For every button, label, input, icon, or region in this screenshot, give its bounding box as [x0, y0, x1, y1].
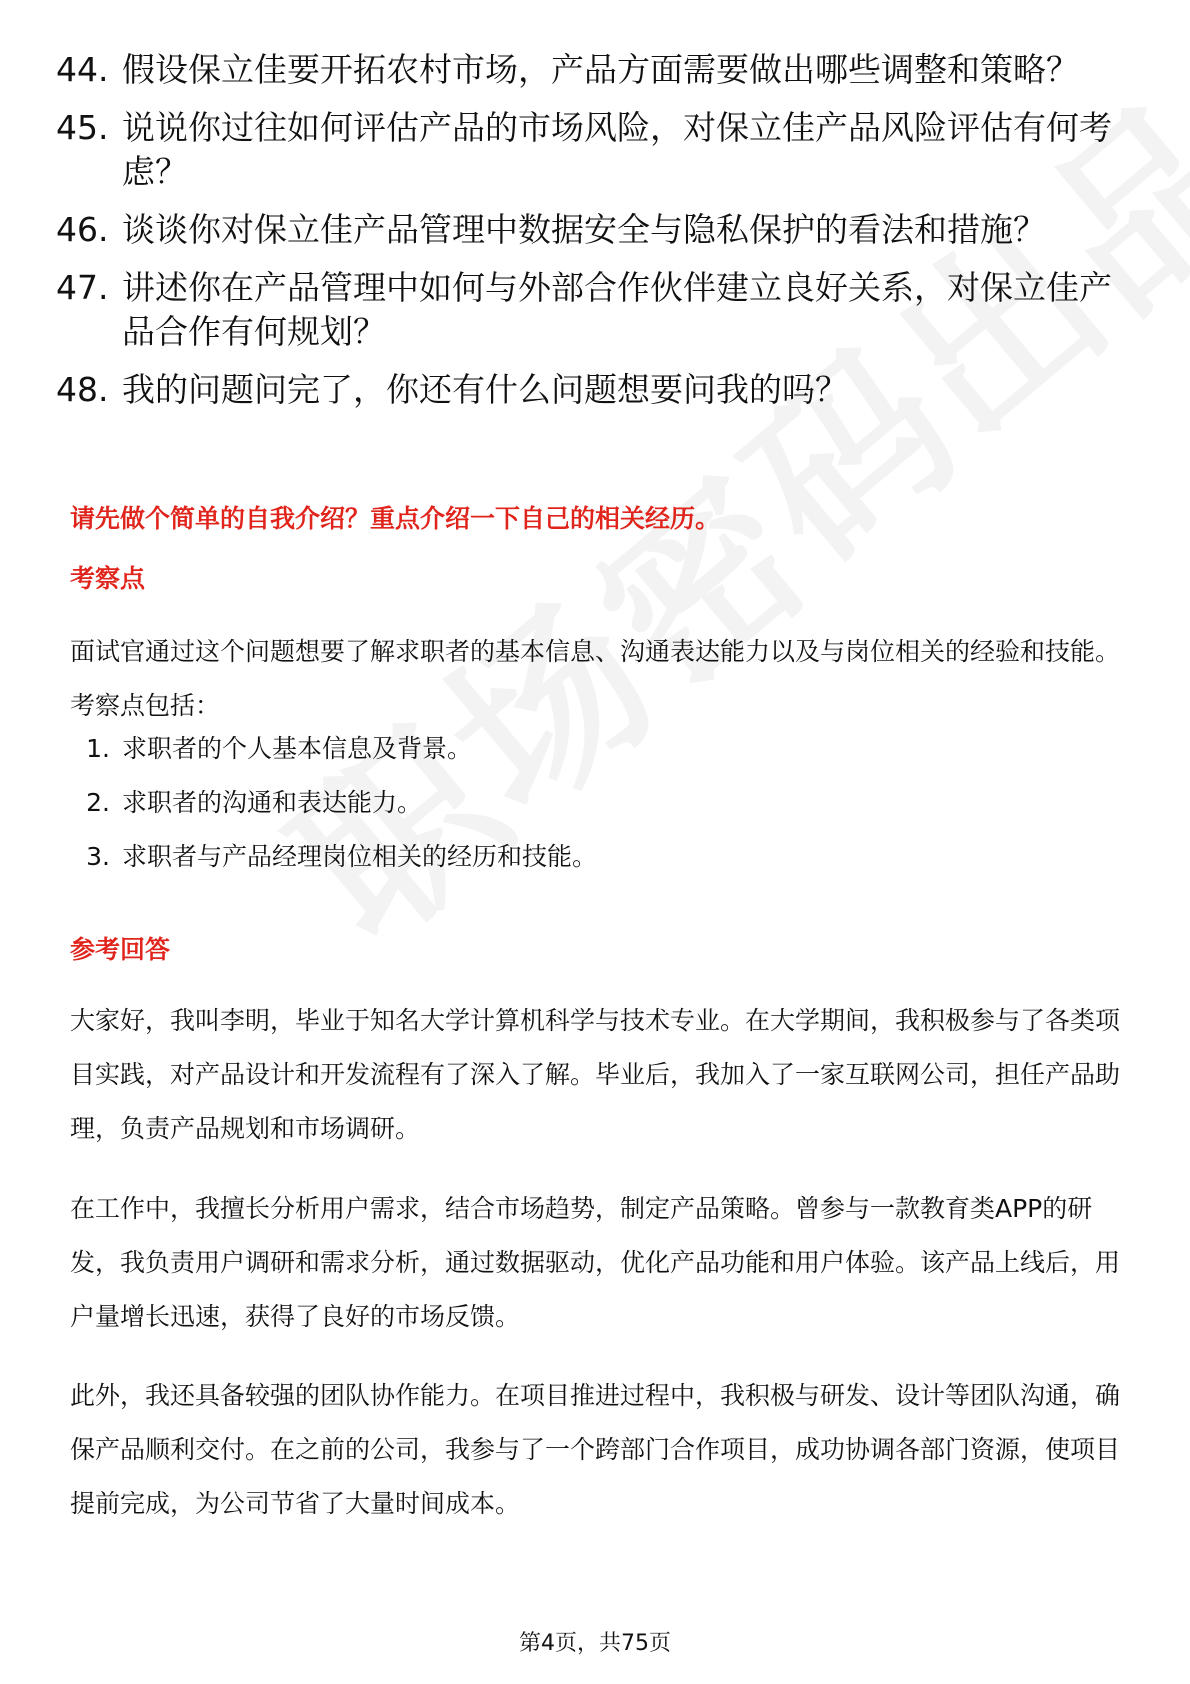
point-text: 求职者的沟通和表达能力。 — [122, 788, 423, 817]
question-text: 讲述你在产品管理中如何与外部合作伙伴建立良好关系，对保立佳产品合作有何规划？ — [122, 268, 1112, 351]
question-number: 48. — [56, 370, 109, 409]
question-item — [56, 48, 1126, 92]
point-number: 2. — [86, 788, 110, 817]
question-item — [56, 368, 1126, 412]
examine-point — [70, 776, 597, 830]
question-item — [56, 208, 1126, 252]
question-item — [56, 106, 1126, 194]
question-number: 45. — [56, 108, 109, 147]
point-text: 求职者与产品经理岗位相关的经历和技能。 — [122, 842, 598, 871]
answer-paragraph: 此外，我还具备较强的团队协作能力。在项目推进过程中，我积极与研发、设计等团队沟通，确保产品顺利交付。在之前的公司，我参与了一个跨部门合作项目，成功协调各部门资源，使项目提前完成，为公司节省了大量时间成本。 — [70, 1381, 1121, 1518]
examine-point — [70, 830, 597, 884]
question-title: 请先做个简单的自我介绍？重点介绍一下自己的相关经历。 — [70, 504, 721, 533]
answer-label: 参考回答 — [70, 935, 171, 964]
question-list — [56, 48, 1126, 426]
examine-label: 考察点 — [70, 564, 146, 593]
question-text: 假设保立佳要开拓农村市场，产品方面需要做出哪些调整和策略？ — [122, 50, 1079, 89]
question-item — [56, 266, 1126, 354]
question-text: 我的问题问完了，你还有什么问题想要问我的吗？ — [122, 370, 848, 409]
question-text: 说说你过往如何评估产品的市场风险，对保立佳产品风险评估有何考虑？ — [122, 108, 1112, 191]
question-text: 谈谈你对保立佳产品管理中数据安全与隐私保护的看法和措施？ — [122, 210, 1046, 249]
answer-paragraph: 大家好，我叫李明，毕业于知名大学计算机科学与技术专业。在大学期间，我积极参与了各类项目实践，对产品设计和开发流程有了深入了解。毕业后，我加入了一家互联网公司，担任产品助理，负责产品规划和市场调研。 — [70, 1006, 1121, 1143]
answer-paragraph: 在工作中，我擅长分析用户需求，结合市场趋势，制定产品策略。曾参与一款教育类APP的研发，我负责用户调研和需求分析，通过数据驱动，优化产品功能和用户体验。该产品上线后，用户量增长迅速，获得了良好的市场反馈。 — [70, 1194, 1121, 1331]
point-number: 3. — [86, 842, 110, 871]
point-number: 1. — [86, 734, 110, 763]
question-number: 46. — [56, 210, 109, 249]
point-text: 求职者的个人基本信息及背景。 — [122, 734, 473, 763]
page-footer: 第4页，共75页 — [519, 1631, 671, 1656]
examine-intro: 面试官通过这个问题想要了解求职者的基本信息、沟通表达能力以及与岗位相关的经验和技能。考察点包括： — [70, 637, 1121, 720]
question-number: 44. — [56, 50, 109, 89]
question-number: 47. — [56, 268, 109, 307]
examine-point — [70, 722, 597, 776]
examine-points — [70, 722, 597, 884]
